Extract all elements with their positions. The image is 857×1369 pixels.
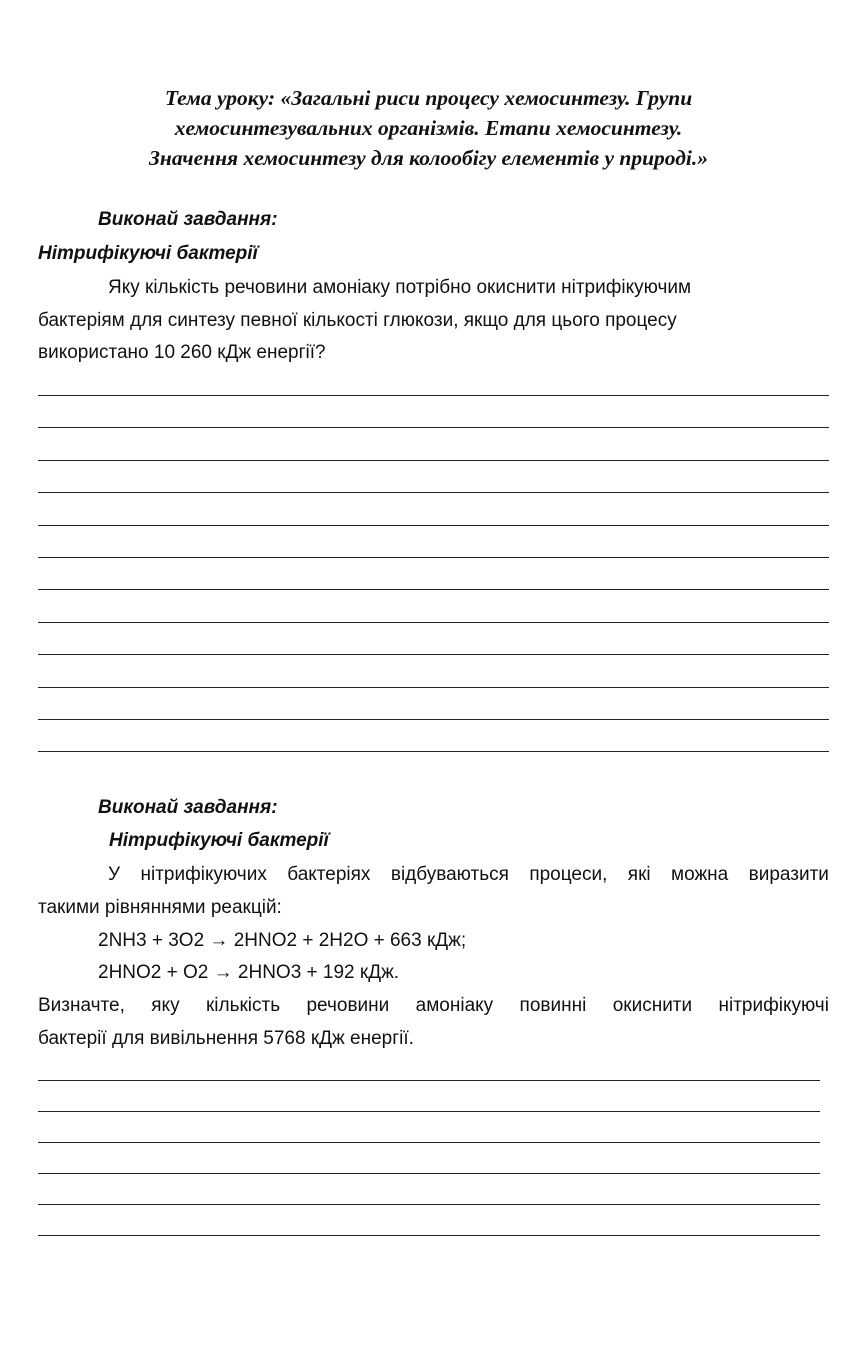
task2-heading: Виконай завдання: bbox=[98, 797, 278, 818]
task2-answer-line[interactable] bbox=[38, 1173, 820, 1174]
task2-answer-line[interactable] bbox=[38, 1111, 820, 1112]
task1-heading: Виконай завдання: bbox=[98, 209, 278, 230]
task2-answer-line[interactable] bbox=[38, 1204, 820, 1205]
lesson-title-line: хемосинтезувальних організмів. Етапи хемосинтезу. bbox=[174, 116, 683, 140]
task1-answer-line[interactable] bbox=[38, 492, 829, 493]
task1-answer-line[interactable] bbox=[38, 427, 829, 428]
task1-answer-line[interactable] bbox=[38, 557, 829, 558]
task1-answer-line[interactable] bbox=[38, 654, 829, 655]
task2-text-line: У нітрифікуючих бактеріях відбуваються процеси, які можна виразити bbox=[108, 864, 829, 885]
lesson-title bbox=[60, 83, 797, 173]
task1-answer-line[interactable] bbox=[38, 525, 829, 526]
lesson-title-line: Значення хемосинтезу для колообігу елементів у природі.» bbox=[148, 146, 709, 170]
task2-text bbox=[38, 859, 829, 924]
task2-subheading: Нітрифікуючі бактерії bbox=[109, 830, 329, 851]
task1-text bbox=[38, 272, 829, 370]
task1-answer-line[interactable] bbox=[38, 751, 829, 752]
task1-answer-line[interactable] bbox=[38, 395, 829, 396]
task2-text-line: такими рівняннями реакцій: bbox=[38, 896, 282, 918]
task1-text-line: бактеріям для синтезу певної кількості глюкози, якщо для цього процесу bbox=[38, 309, 677, 331]
lesson-title-line: Тема уроку: «Загальні риси процесу хемосинтезу. Групи bbox=[164, 86, 693, 110]
task1-text-line: Яку кількість речовини амоніаку потрібно окиснити нітрифікуючим bbox=[108, 277, 692, 298]
reaction-equation-1: 2NH3 + 3O2 → 2HNO2 + 2H2O + 663 кДж; bbox=[98, 930, 467, 951]
task2-answer-line[interactable] bbox=[38, 1080, 820, 1081]
task2-question-line: Визначте, яку кількість речовини амоніаку повинні окиснити нітрифікуючі bbox=[38, 995, 829, 1016]
task2-question bbox=[38, 990, 829, 1055]
task2-answer-line[interactable] bbox=[38, 1142, 820, 1143]
task1-subheading: Нітрифікуючі бактерії bbox=[38, 243, 258, 264]
task1-answer-line[interactable] bbox=[38, 589, 829, 590]
task1-text-line: використано 10 260 кДж енергії? bbox=[38, 342, 326, 363]
task1-answer-line[interactable] bbox=[38, 719, 829, 720]
task1-answer-line[interactable] bbox=[38, 460, 829, 461]
task2-question-line: бактерії для вивільнення 5768 кДж енергії. bbox=[38, 1027, 414, 1049]
task2-answer-line[interactable] bbox=[38, 1235, 820, 1236]
task1-answer-line[interactable] bbox=[38, 687, 829, 688]
task1-answer-line[interactable] bbox=[38, 622, 829, 623]
reaction-equation-2: 2HNO2 + O2 → 2HNO3 + 192 кДж. bbox=[98, 962, 400, 983]
